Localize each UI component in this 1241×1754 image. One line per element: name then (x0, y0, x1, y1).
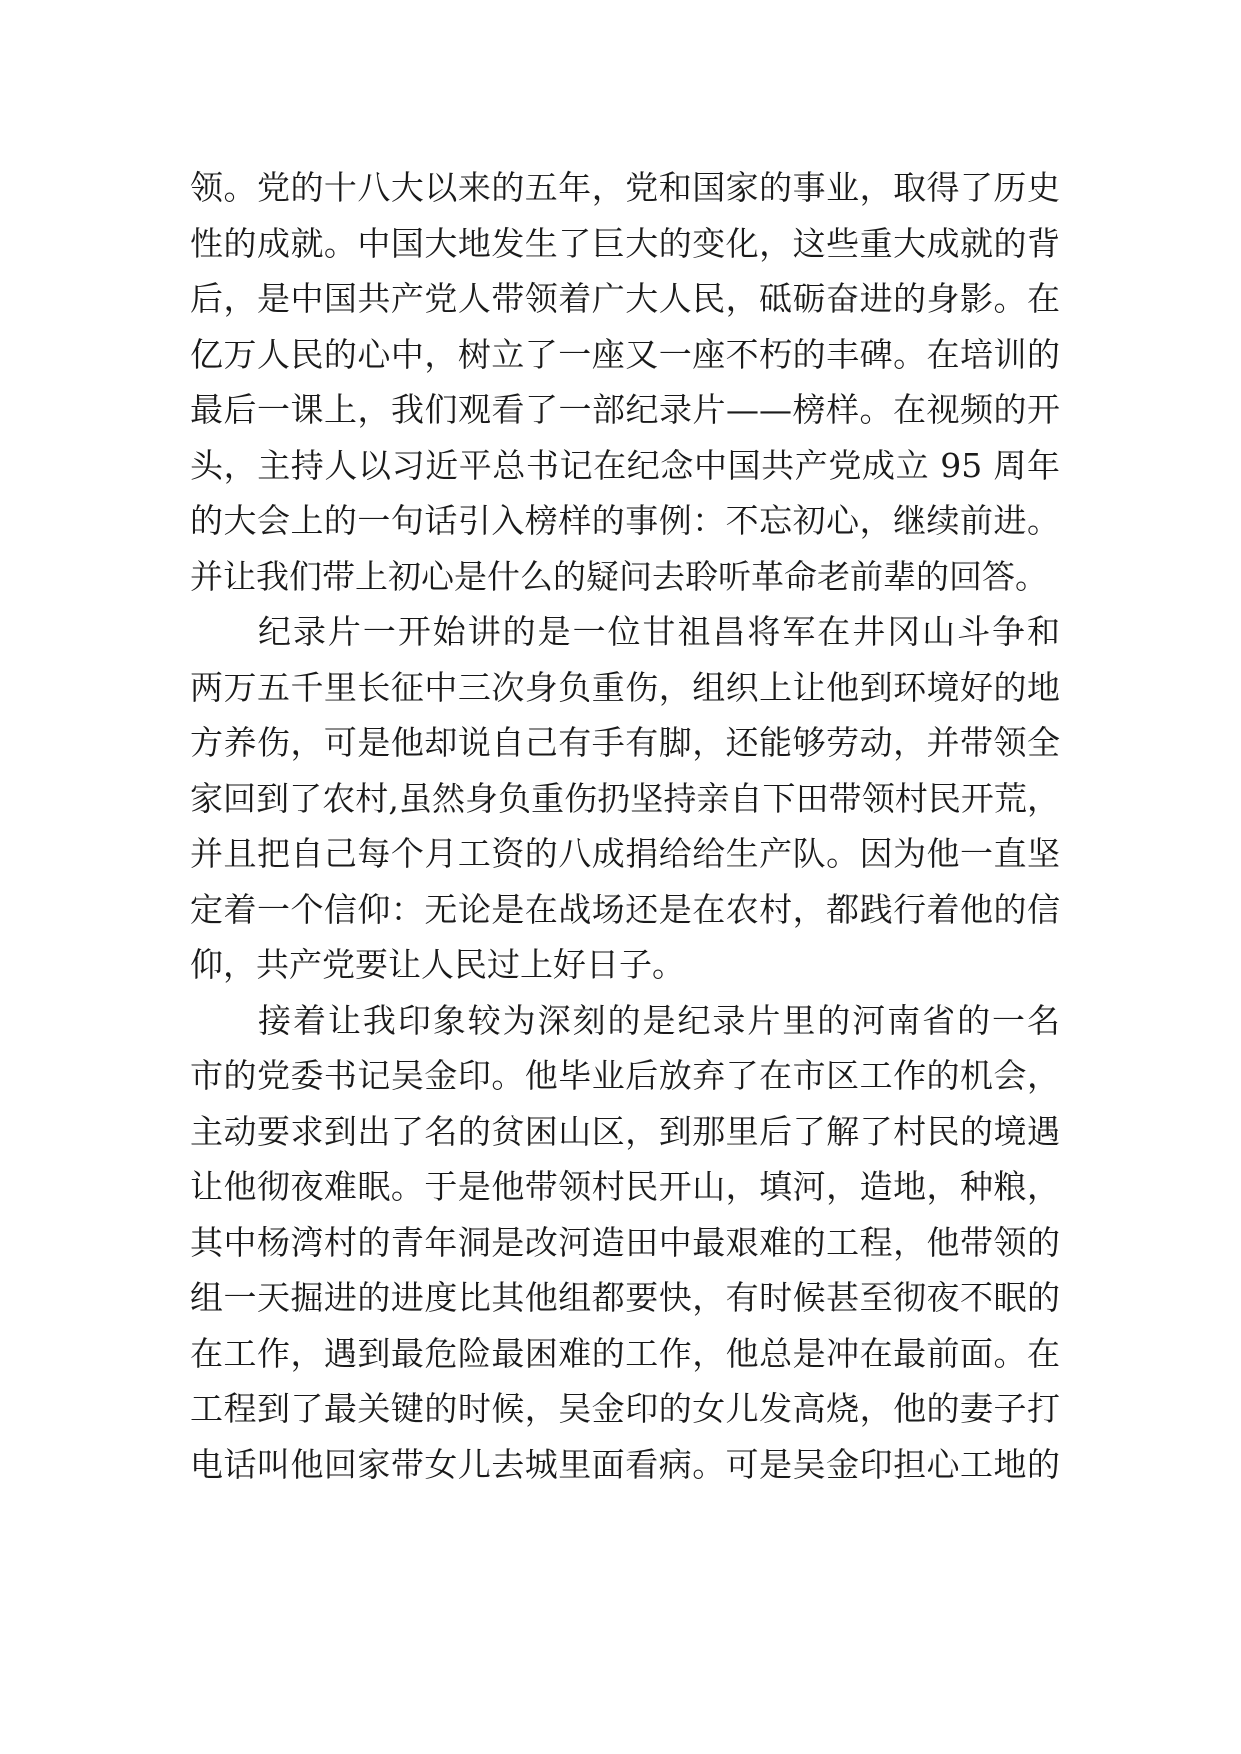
text-line: 并且把自己每个月工资的八成捐给给生产队。因为他一直坚 (190, 834, 1060, 873)
text-line: 在工作，遇到最危险最困难的工作，他总是冲在最前面。在 (190, 1333, 1060, 1373)
text-line: 主动要求到出了名的贫困山区，到那里后了解了村民的境遇 (190, 1111, 1060, 1151)
body-text (190, 160, 1060, 1492)
text-line: 性的成就。中国大地发生了巨大的变化，这些重大成就的背 (190, 223, 1060, 263)
text-line: 组一天掘进的进度比其他组都要快，有时候甚至彻夜不眠的 (190, 1278, 1060, 1317)
text-line: 后，是中国共产党人带领着广大人民，砥砺奋进的身影。在 (190, 279, 1060, 318)
text-line: 家回到了农村,虽然身负重伤扔坚持亲自下田带领村民开荒， (190, 778, 1060, 818)
text-line: 最后一课上，我们观看了一部纪录片——榜样。在视频的开 (190, 390, 1060, 429)
text-line: 其中杨湾村的青年洞是改河造田中最艰难的工程，他带领的 (190, 1222, 1060, 1262)
text-line: 方养伤，可是他却说自己有手有脚，还能够劳动，并带领全 (190, 723, 1060, 762)
text-line: 接着让我印象较为深刻的是纪录片里的河南省的一名 (258, 1000, 1060, 1040)
text-line: 工程到了最关键的时候，吴金印的女儿发高烧，他的妻子打 (190, 1389, 1060, 1428)
text-line: 定着一个信仰：无论是在战场还是在农村，都践行着他的信 (190, 889, 1060, 929)
text-line: 亿万人民的心中，树立了一座又一座不朽的丰碑。在培训的 (190, 334, 1060, 374)
text-line: 领。党的十八大以来的五年，党和国家的事业，取得了历史 (190, 168, 1060, 207)
text-line: 电话叫他回家带女儿去城里面看病。可是吴金印担心工地的 (190, 1444, 1060, 1484)
text-line: 市的党委书记吴金印。他毕业后放弃了在市区工作的机会， (190, 1056, 1060, 1095)
text-line: 并让我们带上初心是什么的疑问去聆听革命老前辈的回答。 (190, 556, 1048, 596)
text-line: 两万五千里长征中三次身负重伤，组织上让他到环境好的地 (190, 667, 1060, 707)
text-line: 仰，共产党要让人民过上好日子。 (190, 945, 685, 984)
text-line: 头，主持人以习近平总书记在纪念中国共产党成立 95 周年 (190, 445, 1060, 485)
text-line: 纪录片一开始讲的是一位甘祖昌将军在井冈山斗争和 (258, 612, 1060, 651)
text-line: 的大会上的一句话引入榜样的事例：不忘初心，继续前进。 (190, 501, 1060, 540)
text-line: 让他彻夜难眠。于是他带领村民开山，填河，造地，种粮， (190, 1167, 1060, 1206)
